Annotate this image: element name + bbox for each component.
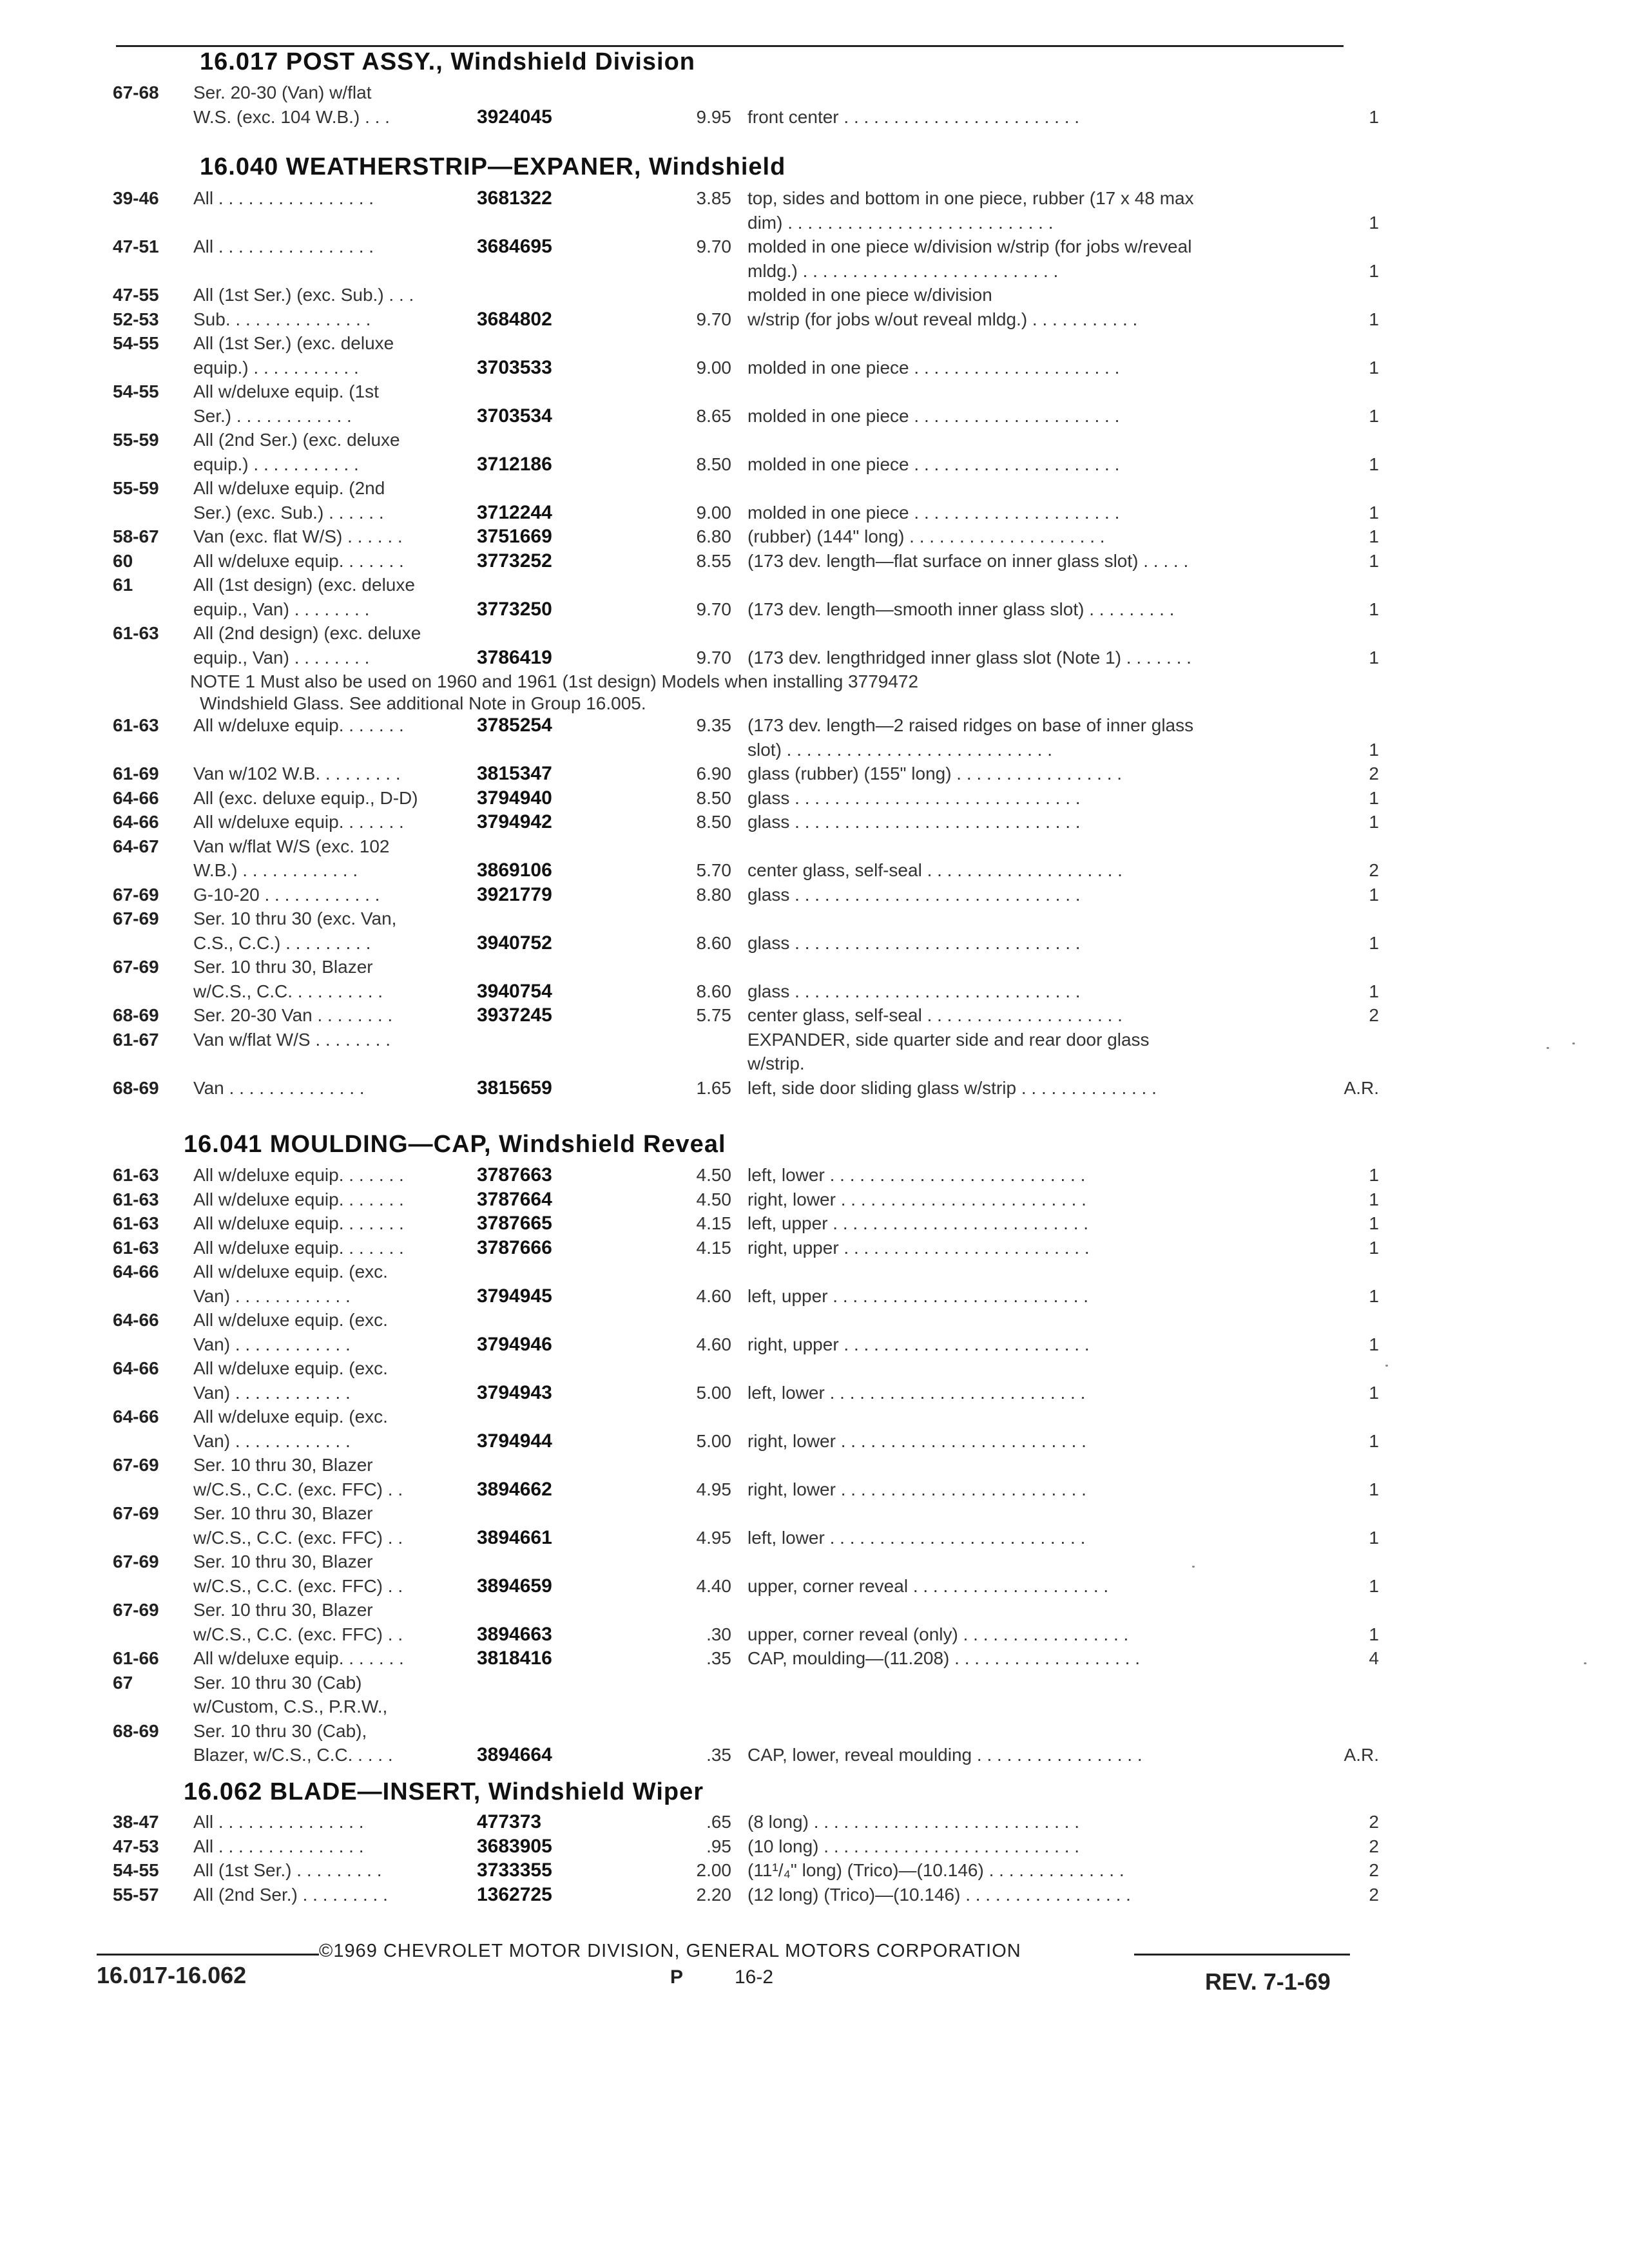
row-years: 68-69 [113, 1078, 159, 1098]
row-application: All w/deluxe equip. . . . . . . [193, 1213, 404, 1233]
row-quantity: 1 [1369, 551, 1379, 571]
part-number: 1362725 [477, 1884, 552, 1905]
row-quantity: 2 [1369, 1005, 1379, 1025]
row-price: 9.70 [696, 648, 731, 668]
row-application: All w/deluxe equip. . . . . . . [193, 1238, 404, 1258]
row-years: 47-51 [113, 236, 159, 256]
row-application: equip.) . . . . . . . . . . . [193, 358, 359, 378]
row-quantity: 1 [1369, 454, 1379, 474]
row-price: 3.85 [696, 188, 731, 208]
scan-speck [1584, 1662, 1586, 1664]
row-quantity: 1 [1369, 1165, 1379, 1185]
row-years: 67-69 [113, 957, 159, 977]
row-description: w/strip (for jobs w/out reveal mldg.) . . . . . . . . . . . [747, 309, 1138, 329]
row-application: Van w/102 W.B. . . . . . . . . [193, 764, 401, 783]
row-price: 8.50 [696, 788, 731, 808]
row-years: 39-46 [113, 188, 159, 208]
part-number: 3794942 [477, 811, 552, 832]
row-application: Ser. 10 thru 30 (Cab), [193, 1721, 367, 1741]
row-price: 8.50 [696, 812, 731, 832]
row-years: 52-53 [113, 309, 159, 329]
row-years: 38-47 [113, 1812, 159, 1832]
row-application: Ser. 10 thru 30, Blazer [193, 1600, 373, 1620]
row-years: 47-53 [113, 1836, 159, 1856]
part-number: 3773250 [477, 599, 552, 620]
scan-speck [1192, 1566, 1195, 1568]
row-quantity: 1 [1369, 933, 1379, 953]
row-quantity: 1 [1369, 1213, 1379, 1233]
row-quantity: 1 [1369, 981, 1379, 1001]
row-description: right, upper . . . . . . . . . . . . . . . . . . . . . . . . . [747, 1238, 1090, 1258]
part-number: 3773252 [477, 550, 552, 572]
row-application: equip., Van) . . . . . . . . [193, 599, 370, 619]
part-number: 3684695 [477, 236, 552, 257]
row-price: 9.95 [696, 107, 731, 127]
row-price: 9.35 [696, 715, 731, 735]
part-number: 3794940 [477, 787, 552, 809]
row-description: right, lower . . . . . . . . . . . . . . . . . . . . . . . . . [747, 1479, 1086, 1499]
row-description: (173 dev. length—smooth inner glass slot) . . . . . . . . . [747, 599, 1175, 619]
section-title: 16.017 POST ASSY., Windshield Division [200, 48, 696, 75]
row-price: 8.60 [696, 933, 731, 953]
row-years: 68-69 [113, 1005, 159, 1025]
note-text: NOTE 1 Must also be used on 1960 and 1961 (1st design) Models when installing 3779472 [190, 671, 919, 691]
row-quantity: 1 [1369, 1576, 1379, 1596]
row-years: 61-63 [113, 1213, 159, 1233]
part-number: 3703534 [477, 405, 552, 427]
row-price: 8.65 [696, 406, 731, 426]
row-description: left, upper . . . . . . . . . . . . . . . . . . . . . . . . . . [747, 1213, 1089, 1233]
row-years: 68-69 [113, 1721, 159, 1741]
row-years: 54-55 [113, 1860, 159, 1880]
row-application: All w/deluxe equip. . . . . . . [193, 715, 404, 735]
row-application: All (2nd Ser.) . . . . . . . . . [193, 1885, 388, 1905]
part-number: 3794945 [477, 1285, 552, 1307]
part-number: 3894662 [477, 1479, 552, 1500]
row-application: G-10-20 . . . . . . . . . . . . [193, 885, 380, 905]
row-application: Van) . . . . . . . . . . . . [193, 1286, 351, 1306]
footer-rule-left [97, 1954, 319, 1956]
row-description: dim) . . . . . . . . . . . . . . . . . . . . . . . . . . . [747, 213, 1054, 233]
row-years: 55-59 [113, 478, 159, 498]
row-price: 2.00 [696, 1860, 731, 1880]
row-price: 9.00 [696, 358, 731, 378]
row-description: center glass, self-seal . . . . . . . . . . . . . . . . . . . . [747, 1005, 1123, 1025]
row-price: 9.70 [696, 236, 731, 256]
row-quantity: 2 [1369, 764, 1379, 783]
row-description: upper, corner reveal . . . . . . . . . . . . . . . . . . . . [747, 1576, 1109, 1596]
row-price: 4.50 [696, 1189, 731, 1209]
row-application: Van) . . . . . . . . . . . . [193, 1334, 351, 1354]
row-application: All (1st Ser.) . . . . . . . . . [193, 1860, 382, 1880]
row-years: 54-55 [113, 381, 159, 401]
scan-speck [1547, 1047, 1549, 1049]
row-description: (173 dev. lengthridged inner glass slot (Note 1) . . . . . . . [747, 648, 1191, 668]
row-description: (173 dev. length—2 raised ridges on base of inner glass [747, 715, 1194, 735]
footer-rule-right [1134, 1954, 1350, 1956]
row-quantity: 1 [1369, 1286, 1379, 1306]
row-description: glass (rubber) (155" long) . . . . . . . . . . . . . . . . . [747, 764, 1123, 783]
row-years: 61-63 [113, 623, 159, 643]
row-application: Ser.) . . . . . . . . . . . . [193, 406, 352, 426]
part-number: 3924045 [477, 106, 552, 128]
row-application: All w/deluxe equip. . . . . . . [193, 1648, 404, 1668]
page-number: 16-2 [735, 1966, 774, 1988]
row-description: front center . . . . . . . . . . . . . . . . . . . . . . . . [747, 107, 1080, 127]
row-application: Ser. 10 thru 30, Blazer [193, 1455, 373, 1475]
part-number: 3794943 [477, 1382, 552, 1403]
part-number: 3681322 [477, 187, 552, 209]
part-number: 3894659 [477, 1575, 552, 1597]
row-description: (11¹/₄" long) (Trico)—(10.146) . . . . . . . . . . . . . . [747, 1860, 1124, 1880]
row-description: top, sides and bottom in one piece, rubber (17 x 48 max [747, 188, 1194, 208]
row-price: .65 [706, 1812, 731, 1832]
row-application: All (2nd design) (exc. deluxe [193, 623, 421, 643]
row-quantity: A.R. [1344, 1078, 1379, 1098]
row-description: right, lower . . . . . . . . . . . . . . . . . . . . . . . . . [747, 1431, 1086, 1451]
part-number: 3794946 [477, 1334, 552, 1355]
row-years: 60 [113, 551, 133, 571]
row-application: Van (exc. flat W/S) . . . . . . [193, 526, 403, 546]
row-description: molded in one piece w/division w/strip (for jobs w/reveal [747, 236, 1192, 256]
row-quantity: 2 [1369, 1885, 1379, 1905]
row-price: 4.95 [696, 1528, 731, 1548]
part-number: 3894664 [477, 1744, 552, 1765]
row-application: All (exc. deluxe equip., D-D) [193, 788, 418, 808]
row-description: (10 long) . . . . . . . . . . . . . . . . . . . . . . . . . . [747, 1836, 1080, 1856]
row-years: 58-67 [113, 526, 159, 546]
row-description: left, lower . . . . . . . . . . . . . . . . . . . . . . . . . . [747, 1383, 1086, 1403]
row-years: 61-63 [113, 1165, 159, 1185]
row-price: 1.65 [696, 1078, 731, 1098]
row-application: All . . . . . . . . . . . . . . . . [193, 188, 374, 208]
part-number: 3937245 [477, 1004, 552, 1026]
row-years: 67-69 [113, 1503, 159, 1523]
row-years: 64-66 [113, 1358, 159, 1378]
row-quantity: 1 [1369, 812, 1379, 832]
part-number: 3818416 [477, 1648, 552, 1669]
row-price: 8.60 [696, 981, 731, 1001]
row-application: Van w/flat W/S . . . . . . . . [193, 1030, 391, 1050]
row-price: 6.80 [696, 526, 731, 546]
row-years: 61-66 [113, 1648, 159, 1668]
row-description: center glass, self-seal . . . . . . . . . . . . . . . . . . . . [747, 860, 1123, 880]
row-description: EXPANDER, side quarter side and rear door glass [747, 1030, 1150, 1050]
row-application: W.B.) . . . . . . . . . . . . [193, 860, 358, 880]
row-years: 64-66 [113, 788, 159, 808]
row-price: 8.80 [696, 885, 731, 905]
row-application: w/C.S., C.C. . . . . . . . . . [193, 981, 383, 1001]
row-application: Ser. 20-30 Van . . . . . . . . [193, 1005, 393, 1025]
row-description: (8 long) . . . . . . . . . . . . . . . . . . . . . . . . . . . [747, 1812, 1080, 1832]
row-application: Van w/flat W/S (exc. 102 [193, 836, 390, 856]
row-price: 5.75 [696, 1005, 731, 1025]
part-number: 3751669 [477, 526, 552, 547]
row-quantity: 1 [1369, 885, 1379, 905]
part-number: 3940754 [477, 981, 552, 1002]
row-application: Van . . . . . . . . . . . . . . [193, 1078, 365, 1098]
row-quantity: A.R. [1344, 1745, 1379, 1765]
row-price: 8.50 [696, 454, 731, 474]
row-application: Ser.) (exc. Sub.) . . . . . . [193, 503, 384, 523]
row-price: 2.20 [696, 1885, 731, 1905]
part-number: 3786419 [477, 647, 552, 668]
row-quantity: 1 [1369, 740, 1379, 760]
row-application: Van) . . . . . . . . . . . . [193, 1431, 351, 1451]
row-years: 61-69 [113, 764, 159, 783]
row-application: Van) . . . . . . . . . . . . [193, 1383, 351, 1403]
row-price: .35 [706, 1745, 731, 1765]
row-years: 64-66 [113, 812, 159, 832]
row-application: All w/deluxe equip. (exc. [193, 1407, 388, 1427]
part-number: 3921779 [477, 884, 552, 905]
row-years: 61-63 [113, 715, 159, 735]
row-description: molded in one piece . . . . . . . . . . . . . . . . . . . . . [747, 454, 1120, 474]
row-description: slot) . . . . . . . . . . . . . . . . . . . . . . . . . . . [747, 740, 1052, 760]
row-years: 67-69 [113, 1600, 159, 1620]
row-years: 55-59 [113, 430, 159, 450]
row-description: right, lower . . . . . . . . . . . . . . . . . . . . . . . . . [747, 1189, 1086, 1209]
row-quantity: 1 [1369, 358, 1379, 378]
row-quantity: 1 [1369, 213, 1379, 233]
row-quantity: 1 [1369, 1528, 1379, 1548]
row-years: 64-66 [113, 1407, 159, 1427]
row-application: equip.) . . . . . . . . . . . [193, 454, 359, 474]
row-application: Ser. 10 thru 30, Blazer [193, 1503, 373, 1523]
row-quantity: 1 [1369, 1189, 1379, 1209]
row-years: 47-55 [113, 285, 159, 305]
row-application: All w/deluxe equip. . . . . . . [193, 1189, 404, 1209]
row-years: 64-67 [113, 836, 159, 856]
row-application: All (1st Ser.) (exc. deluxe [193, 333, 394, 353]
row-application: Sub. . . . . . . . . . . . . . . [193, 309, 371, 329]
row-price: 5.00 [696, 1383, 731, 1403]
row-description: molded in one piece . . . . . . . . . . . . . . . . . . . . . [747, 358, 1120, 378]
row-application: All w/deluxe equip. (1st [193, 381, 379, 401]
row-application: w/C.S., C.C. (exc. FFC) . . [193, 1576, 403, 1596]
row-application: All (1st design) (exc. deluxe [193, 575, 415, 595]
row-price: 5.00 [696, 1431, 731, 1451]
row-price: .30 [706, 1624, 731, 1644]
row-quantity: 1 [1369, 309, 1379, 329]
row-application: Ser. 10 thru 30 (exc. Van, [193, 908, 397, 928]
row-description: glass . . . . . . . . . . . . . . . . . . . . . . . . . . . . . [747, 812, 1081, 832]
row-application: All (2nd Ser.) (exc. deluxe [193, 430, 400, 450]
section-title: 16.041 MOULDING—CAP, Windshield Reveal [184, 1131, 726, 1158]
part-number: 3815347 [477, 763, 552, 784]
row-years: 67-68 [113, 82, 159, 102]
row-years: 54-55 [113, 333, 159, 353]
note-text: Windshield Glass. See additional Note in Group 16.005. [200, 693, 646, 713]
row-quantity: 1 [1369, 1238, 1379, 1258]
row-application: Ser. 10 thru 30, Blazer [193, 1552, 373, 1571]
row-quantity: 1 [1369, 1479, 1379, 1499]
revision-date: REV. 7-1-69 [1205, 1968, 1331, 1995]
row-quantity: 2 [1369, 1812, 1379, 1832]
part-number: 3787666 [477, 1237, 552, 1258]
row-application: All (1st Ser.) (exc. Sub.) . . . [193, 285, 414, 305]
row-application: All w/deluxe equip. . . . . . . [193, 1165, 404, 1185]
row-description: w/strip. [747, 1053, 805, 1073]
row-quantity: 1 [1369, 406, 1379, 426]
row-application: w/C.S., C.C. (exc. FFC) . . [193, 1624, 403, 1644]
part-number: 3894663 [477, 1624, 552, 1645]
row-price: 9.00 [696, 503, 731, 523]
part-number: 3815659 [477, 1077, 552, 1099]
row-description: glass . . . . . . . . . . . . . . . . . . . . . . . . . . . . . [747, 981, 1081, 1001]
row-application: All w/deluxe equip. (exc. [193, 1358, 388, 1378]
scan-speck [1385, 1365, 1388, 1367]
row-description: (12 long) (Trico)—(10.146) . . . . . . . . . . . . . . . . . [747, 1885, 1131, 1905]
row-description: glass . . . . . . . . . . . . . . . . . . . . . . . . . . . . . [747, 788, 1081, 808]
row-quantity: 2 [1369, 1860, 1379, 1880]
row-quantity: 1 [1369, 1334, 1379, 1354]
part-number: 3733355 [477, 1860, 552, 1881]
row-price: 6.90 [696, 764, 731, 783]
row-quantity: 1 [1369, 1383, 1379, 1403]
row-years: 67-69 [113, 1552, 159, 1571]
row-application: Blazer, w/C.S., C.C. . . . . [193, 1745, 393, 1765]
row-application: All . . . . . . . . . . . . . . . . [193, 236, 374, 256]
row-description: left, lower . . . . . . . . . . . . . . . . . . . . . . . . . . [747, 1528, 1086, 1548]
row-price: 4.60 [696, 1334, 731, 1354]
row-years: 61-67 [113, 1030, 159, 1050]
row-description: right, upper . . . . . . . . . . . . . . . . . . . . . . . . . [747, 1334, 1090, 1354]
top-rule [116, 45, 1344, 47]
part-number: 3712244 [477, 502, 552, 523]
part-number: 3787665 [477, 1213, 552, 1234]
section-title: 16.062 BLADE—INSERT, Windshield Wiper [184, 1778, 704, 1805]
row-price: 4.95 [696, 1479, 731, 1499]
part-number: 3787664 [477, 1189, 552, 1210]
row-quantity: 1 [1369, 526, 1379, 546]
row-description: left, upper . . . . . . . . . . . . . . . . . . . . . . . . . . [747, 1286, 1089, 1306]
row-description: (rubber) (144" long) . . . . . . . . . . . . . . . . . . . . [747, 526, 1105, 546]
row-application: Ser. 20-30 (Van) w/flat [193, 82, 372, 102]
row-price: 4.50 [696, 1165, 731, 1185]
row-application: All w/deluxe equip. (2nd [193, 478, 385, 498]
row-description: mldg.) . . . . . . . . . . . . . . . . . . . . . . . . . . [747, 261, 1059, 281]
row-price: .95 [706, 1836, 731, 1856]
row-years: 67 [113, 1673, 133, 1693]
row-price: .35 [706, 1648, 731, 1668]
row-description: CAP, moulding—(11.208) . . . . . . . . . . . . . . . . . . . [747, 1648, 1140, 1668]
row-quantity: 1 [1369, 261, 1379, 281]
row-application: All w/deluxe equip. (exc. [193, 1310, 388, 1330]
row-application: Ser. 10 thru 30, Blazer [193, 957, 373, 977]
part-number: 3684802 [477, 309, 552, 330]
row-quantity: 4 [1369, 1648, 1379, 1668]
row-quantity: 1 [1369, 788, 1379, 808]
row-description: upper, corner reveal (only) . . . . . . . . . . . . . . . . . [747, 1624, 1129, 1644]
part-number: 3712186 [477, 454, 552, 475]
row-quantity: 1 [1369, 1624, 1379, 1644]
row-years: 61-63 [113, 1189, 159, 1209]
row-price: 4.15 [696, 1213, 731, 1233]
page-prefix: P [670, 1966, 684, 1988]
row-description: molded in one piece . . . . . . . . . . . . . . . . . . . . . [747, 406, 1120, 426]
row-quantity: 1 [1369, 599, 1379, 619]
copyright-line: ©1969 CHEVROLET MOTOR DIVISION, GENERAL MOTORS CORPORATION [319, 1941, 1021, 1961]
row-application: equip., Van) . . . . . . . . [193, 648, 370, 668]
row-application: w/C.S., C.C. (exc. FFC) . . [193, 1528, 403, 1548]
row-description: left, lower . . . . . . . . . . . . . . . . . . . . . . . . . . [747, 1165, 1086, 1185]
row-price: 5.70 [696, 860, 731, 880]
row-years: 64-66 [113, 1310, 159, 1330]
part-number: 3785254 [477, 715, 552, 736]
part-number: 3869106 [477, 860, 552, 881]
section-title: 16.040 WEATHERSTRIP—EXPANER, Windshield [200, 153, 786, 180]
row-description: (173 dev. length—flat surface on inner glass slot) . . . . . [747, 551, 1189, 571]
group-range: 16.017-16.062 [97, 1962, 247, 1988]
row-quantity: 1 [1369, 1431, 1379, 1451]
row-application: All w/deluxe equip. . . . . . . [193, 551, 404, 571]
row-years: 64-66 [113, 1262, 159, 1282]
row-quantity: 2 [1369, 860, 1379, 880]
part-number: 3940752 [477, 932, 552, 954]
row-application: All . . . . . . . . . . . . . . . [193, 1836, 364, 1856]
row-price: 4.15 [696, 1238, 731, 1258]
part-number: 3794944 [477, 1430, 552, 1452]
row-description: molded in one piece w/division [747, 285, 992, 305]
row-description: molded in one piece . . . . . . . . . . . . . . . . . . . . . [747, 503, 1120, 523]
row-description: left, side door sliding glass w/strip . . . . . . . . . . . . . . [747, 1078, 1157, 1098]
row-description: glass . . . . . . . . . . . . . . . . . . . . . . . . . . . . . [747, 933, 1081, 953]
row-application: W.S. (exc. 104 W.B.) . . . [193, 107, 390, 127]
row-price: 4.60 [696, 1286, 731, 1306]
row-price: 9.70 [696, 309, 731, 329]
row-price: 9.70 [696, 599, 731, 619]
part-number: 3787663 [477, 1164, 552, 1186]
row-application: w/Custom, C.S., P.R.W., [193, 1696, 388, 1716]
row-price: 4.40 [696, 1576, 731, 1596]
part-number: 3703533 [477, 357, 552, 378]
row-years: 61-63 [113, 1238, 159, 1258]
row-application: All w/deluxe equip. . . . . . . [193, 812, 404, 832]
row-application: All . . . . . . . . . . . . . . . [193, 1812, 364, 1832]
row-years: 67-69 [113, 885, 159, 905]
row-price: 8.55 [696, 551, 731, 571]
row-years: 67-69 [113, 908, 159, 928]
row-quantity: 1 [1369, 648, 1379, 668]
part-number: 3894661 [477, 1527, 552, 1548]
scan-speck [1572, 1043, 1575, 1044]
part-number: 477373 [477, 1811, 542, 1832]
row-years: 55-57 [113, 1885, 159, 1905]
row-years: 67-69 [113, 1455, 159, 1475]
row-quantity: 1 [1369, 503, 1379, 523]
row-application: w/C.S., C.C. (exc. FFC) . . [193, 1479, 403, 1499]
row-application: C.S., C.C.) . . . . . . . . . [193, 933, 371, 953]
row-description: CAP, lower, reveal moulding . . . . . . . . . . . . . . . . . [747, 1745, 1142, 1765]
row-quantity: 1 [1369, 107, 1379, 127]
part-number: 3683905 [477, 1836, 552, 1857]
row-years: 61 [113, 575, 133, 595]
row-application: Ser. 10 thru 30 (Cab) [193, 1673, 362, 1693]
row-description: glass . . . . . . . . . . . . . . . . . . . . . . . . . . . . . [747, 885, 1081, 905]
row-quantity: 2 [1369, 1836, 1379, 1856]
row-application: All w/deluxe equip. (exc. [193, 1262, 388, 1282]
